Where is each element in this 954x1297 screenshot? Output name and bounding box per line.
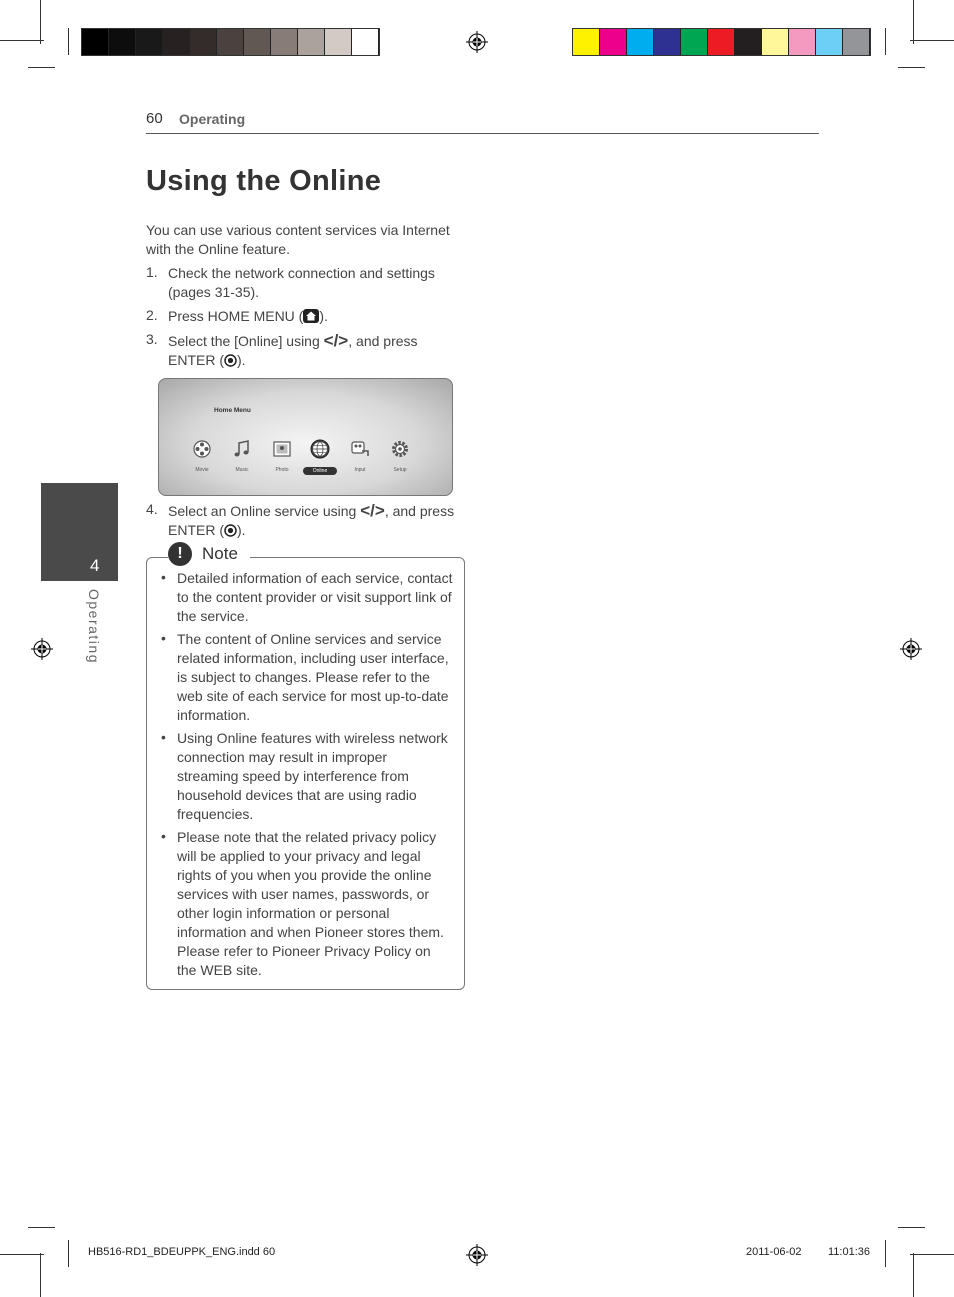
arrow-keys-icon: </> (360, 501, 385, 520)
menu-item-input (340, 439, 380, 473)
photo-frame-icon (272, 439, 292, 459)
color-swatch (843, 29, 870, 55)
step-text-part: , and press ENTER ( (168, 503, 455, 538)
crop-mark (28, 67, 55, 68)
color-swatch (681, 29, 708, 55)
enter-button-icon (224, 354, 237, 367)
home-icon (303, 309, 319, 323)
crop-mark (885, 28, 886, 55)
bullet-icon: • (161, 569, 166, 585)
chapter-number: 4 (90, 556, 100, 575)
menu-item-setup (380, 439, 420, 473)
page-title: Using the Online (146, 165, 382, 197)
menu-label: Photo (275, 467, 289, 473)
crop-mark (40, 1253, 41, 1297)
music-note-icon (232, 439, 252, 459)
crop-mark (0, 40, 44, 41)
note-bullet: Using Online features with wireless network connection may result in improper streaming speed by interference from household devices that are using radio frequencies. (177, 730, 448, 822)
section-label: Operating (179, 111, 246, 127)
color-swatch (789, 29, 816, 55)
registration-mark-icon (466, 31, 488, 53)
footer-time: 11:01:36 (828, 1246, 871, 1258)
exclamation-icon: ! (168, 542, 192, 566)
bullet-icon: • (161, 630, 166, 646)
color-swatch (298, 29, 325, 55)
footer-filename: HB516-RD1_BDEUPPK_ENG.indd 60 (88, 1246, 276, 1258)
crop-mark (913, 1253, 914, 1297)
color-swatch (82, 29, 109, 55)
crop-mark (68, 28, 69, 55)
color-swatch (109, 29, 136, 55)
crop-mark (913, 0, 914, 44)
step-text (168, 331, 453, 370)
step-text-part: ). (319, 308, 328, 324)
footer-date: 2011-06-02 (746, 1246, 802, 1258)
step-text: Check the network connection and settings (pages 31-35). (168, 265, 435, 300)
color-swatch (244, 29, 271, 55)
note-bullet: Please note that the related privacy policy will be applied to your privacy and legal rights of you when you provide the online services with user names, passwords, or other login information or personal information and when Pioneer stores them. Please refer to Pioneer Privacy Policy on the WEB site. (177, 829, 444, 978)
color-swatch (762, 29, 789, 55)
bullet-icon: • (161, 729, 166, 745)
note-header (168, 542, 250, 566)
color-swatch (816, 29, 843, 55)
color-swatch (573, 29, 600, 55)
step-text-part: Press HOME MENU ( (168, 308, 304, 324)
crop-mark (885, 1240, 886, 1267)
note-bullet: The content of Online services and service related information, including user interface, is subject to changes. Please refer to the web site of each service for most up-to-date information. (177, 631, 449, 723)
intro-paragraph: You can use various content services via Internet with the Online feature. (146, 222, 450, 257)
step-text (168, 307, 468, 326)
step-text-part: ). (237, 522, 246, 538)
color-swatch (654, 29, 681, 55)
color-swatch (735, 29, 762, 55)
crop-mark (910, 40, 954, 41)
crop-mark (28, 1227, 55, 1228)
registration-mark-icon (31, 638, 53, 660)
enter-button-icon (224, 524, 237, 537)
arrow-keys-icon: </> (323, 331, 349, 350)
color-swatch (600, 29, 627, 55)
menu-label: Input (354, 467, 366, 473)
menu-item-music (222, 439, 262, 473)
step-number: 2. (146, 307, 158, 323)
step-text-part: ). (237, 352, 246, 368)
chapter-tab (41, 483, 118, 581)
menu-label: Movie (195, 467, 209, 473)
gear-icon (390, 439, 410, 459)
color-swatch (627, 29, 654, 55)
note-title: Note (202, 544, 238, 563)
screen-title: Home Menu (214, 407, 251, 414)
step-number: 1. (146, 264, 158, 280)
menu-label: Music (235, 467, 249, 473)
step-text-part: Select an Online service using (168, 503, 357, 519)
menu-item-online (300, 439, 340, 475)
crop-mark (910, 1254, 954, 1255)
menu-label: Setup (393, 467, 407, 473)
step-number: 3. (146, 331, 158, 347)
color-swatch (325, 29, 352, 55)
crop-mark (68, 1240, 69, 1267)
crop-mark (898, 67, 925, 68)
menu-item-photo (262, 439, 302, 473)
color-swatch (190, 29, 217, 55)
input-plug-icon (350, 439, 370, 459)
color-swatch (708, 29, 735, 55)
step-text (168, 501, 468, 540)
chapter-label: Operating (86, 589, 102, 664)
registration-mark-icon (900, 638, 922, 660)
film-reel-icon (192, 439, 212, 459)
menu-label-selected: Online (303, 467, 337, 475)
menu-item-movie (182, 439, 222, 473)
bullet-icon: • (161, 828, 166, 844)
globe-icon (310, 439, 330, 459)
color-swatch (217, 29, 244, 55)
crop-mark (40, 0, 41, 44)
step-text-part: Select the [Online] using (168, 333, 320, 349)
color-swatch (352, 29, 379, 55)
cmyk-color-bar (572, 28, 871, 56)
step-text-part: , and press ENTER ( (168, 333, 418, 368)
color-swatch (271, 29, 298, 55)
color-swatch (163, 29, 190, 55)
crop-mark (898, 1227, 925, 1228)
note-bullet: Detailed information of each service, contact to the content provider or visit support link of the service. (177, 570, 453, 624)
registration-mark-icon (466, 1244, 488, 1266)
home-menu-screenshot (158, 378, 453, 496)
grayscale-color-bar (81, 28, 380, 56)
step-number: 4. (146, 501, 158, 517)
color-swatch (136, 29, 163, 55)
page-number: 60 (146, 110, 163, 127)
header-rule (146, 133, 819, 134)
crop-mark (0, 1254, 44, 1255)
